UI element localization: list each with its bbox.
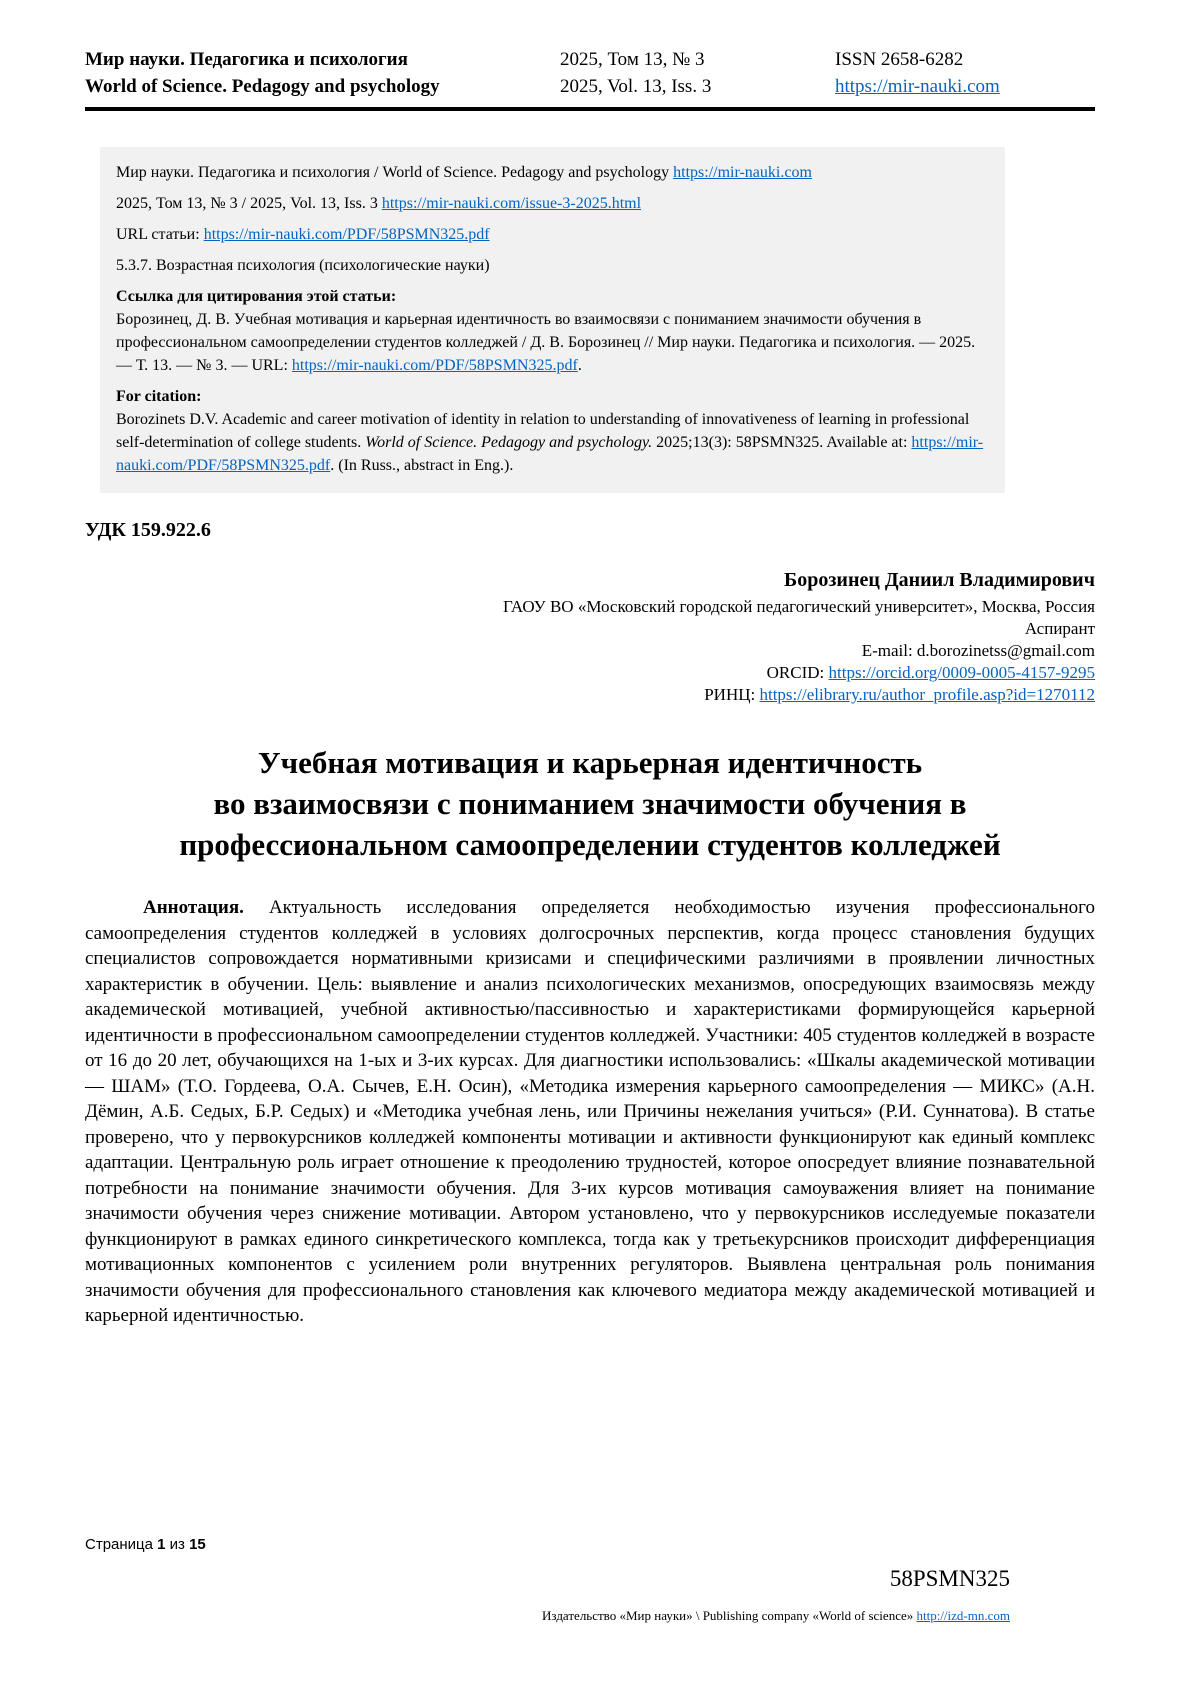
page-number — [85, 1536, 206, 1553]
citation-ru-text — [116, 311, 975, 374]
abstract-text: Актуальность исследования определяется необходимостью изучения профессионального самоопределения студентов колледжей в условиях долгосрочных перспектив, когда процесс становления будущих специалистов сопровождается нормативными кризисами и специфическими различиями в проявлении личностных характеристик в обучении. Цель: выявление и анализ психологических механизмов, опосредующих взаимосвязь между академической мотивацией, учебной активностью/пассивностью и характеристиками формирующейся карьерной идентичности в профессиональном самоопределении студентов колледжей. Участники: 405 студентов колледжей в возрасте от 16 до 20 лет, обучающихся на 1-ых и 3-их курсах. Для диагностики использовались: «Шкалы академической мотивации — ШАМ» (Т.О. Гордеева, О.А. Сычев, Е.Н. Осин), «Методика измерения карьерного самоопределения — МИКС» (А.Н. Дёмин, А.Б. Седых, Б.Р. Седых) и «Методика учебная лень, или Причины нежелания учиться» (Р.И. Суннатова). В статье проверено, что у первокурсников колледжей компоненты мотивации и активности функционируют как единый комплекс адаптации. Центральную роль играет отношение к преодолению трудностей, которое опосредует влияние познавательной потребности на понимание значимости обучения. Для 3-их курсов мотивация самоуважения влияет на понимание значимости обучения через снижение мотивации. Автором установлено, что у первокурсников исследуемые показатели функционируют в рамках единого синкретического комплекса, тогда как у третьекурсников происходит дифференциация мотивационных компонентов с усилением роли внутренних регуляторов. Выявлена центральная роль понимания значимости обучения для профессионального становления как ключевого медиатора между академической мотивацией и карьерной идентичностью. — [85, 897, 1095, 1326]
infobox-issue-link[interactable]: https://mir-nauki.com/issue-3-2025.html — [381, 195, 642, 212]
article-id: 58PSMN325 — [889, 1566, 1010, 1591]
citation-ru-block — [116, 285, 989, 377]
publisher-text: Издательство «Мир науки» \ Publishing company «World of science» — [542, 1608, 917, 1623]
issue-info-en: 2025, Vol. 13, Iss. 3 — [560, 76, 712, 97]
citation-en-journal-italic: World of Science. Pedagogy and psychology. — [365, 434, 653, 451]
article-title — [85, 742, 1095, 865]
citation-en-body3: . (In Russ., abstract in Eng.). — [330, 457, 514, 474]
page-of-word: из — [165, 1536, 190, 1553]
citation-en-label: For citation: — [116, 388, 202, 405]
journal-title-block — [85, 46, 560, 100]
citation-ru-label: Ссылка для цитирования этой статьи: — [116, 288, 397, 305]
infobox-issue-text: 2025, Том 13, № 3 / 2025, Vol. 13, Iss. 3 — [116, 195, 382, 212]
citation-ru-link[interactable]: https://mir-nauki.com/PDF/58PSMN325.pdf — [291, 357, 578, 374]
header-divider — [85, 107, 1095, 111]
infobox-journal-line — [116, 161, 989, 184]
journal-site-link[interactable]: https://mir-nauki.com — [835, 76, 1000, 97]
rinc-label: РИНЦ: — [704, 685, 760, 704]
page-current: 1 — [157, 1536, 166, 1553]
author-name: Борозинец Даниил Владимирович — [784, 569, 1095, 591]
citation-en-link[interactable]: https://mir-nauki.com/PDF/58PSMN325.pdf — [116, 434, 984, 474]
orcid-link[interactable]: https://orcid.org/0009-0005-4157-9295 — [828, 663, 1095, 682]
article-title-line-3: профессиональном самоопределении студентов колледжей — [179, 827, 1001, 862]
issue-info-ru: 2025, Том 13, № 3 — [560, 49, 705, 70]
email-value: d.borozinetss@gmail.com — [916, 641, 1095, 660]
infobox-issue-line — [116, 192, 989, 215]
author-orcid-line — [85, 662, 1095, 684]
citation-en-body2: 2025;13(3): 58PSMN325. Available at: — [652, 434, 912, 451]
issn-block — [835, 46, 1095, 100]
citation-info-box — [100, 147, 1005, 493]
abstract-paragraph — [85, 895, 1095, 1329]
article-title-line-2: во взаимосвязи с пониманием значимости обучения в — [213, 786, 967, 821]
issn-number: ISSN 2658-6282 — [835, 49, 964, 70]
orcid-label: ORCID: — [766, 663, 829, 682]
author-position: Аспирант — [1024, 619, 1095, 638]
author-rinc-line — [85, 684, 1095, 706]
email-label: E-mail: — [861, 641, 917, 660]
article-pdf-link[interactable]: https://mir-nauki.com/PDF/58PSMN325.pdf — [203, 226, 490, 243]
publisher-line — [542, 1608, 1010, 1624]
author-email-line — [85, 640, 1095, 662]
publisher-link[interactable]: http://izd-mn.com — [916, 1608, 1010, 1623]
page-total: 15 — [189, 1536, 206, 1553]
citation-en-text — [116, 411, 983, 474]
author-affiliation: ГАОУ ВО «Московский городской педагогический университет», Москва, Россия — [502, 597, 1095, 616]
author-block — [85, 566, 1095, 706]
rinc-link[interactable]: https://elibrary.ru/author_profile.asp?id=1270112 — [759, 685, 1095, 704]
infobox-url-line — [116, 223, 989, 246]
journal-title-ru: Мир науки. Педагогика и психология — [85, 49, 408, 70]
citation-en-body1: Borozinets D.V. Academic and career motivation of identity in relation to understanding of innovativeness of learning in professional self-determination of college students. — [116, 411, 970, 451]
citation-en-block — [116, 385, 989, 477]
citation-ru-period: . — [577, 357, 582, 374]
udc-code: УДК 159.922.6 — [85, 519, 211, 541]
issue-info-block — [560, 46, 835, 100]
infobox-journal-link[interactable]: https://mir-nauki.com — [673, 164, 812, 181]
page-word: Страница — [85, 1536, 158, 1553]
infobox-journal-text: Мир науки. Педагогика и психология / World of Science. Pedagogy and psychology — [116, 164, 674, 181]
article-title-line-1: Учебная мотивация и карьерная идентичность — [257, 745, 923, 780]
journal-title-en: World of Science. Pedagogy and psychology — [85, 76, 440, 97]
citation-ru-body: Борозинец, Д. В. Учебная мотивация и карьерная идентичность во взаимосвязи с пониманием значимости обучения в профессиональном самоопределении студентов колледжей / Д. В. Борозинец // Мир науки. Педагогика и психология. — 2025. — Т. 13. — № 3. — URL: — [116, 311, 976, 374]
journal-header — [85, 46, 1095, 100]
classification-line: 5.3.7. Возрастная психология (психологические науки) — [116, 257, 490, 274]
abstract-label: Аннотация. — [143, 897, 244, 918]
article-url-label: URL статьи: — [116, 226, 204, 243]
